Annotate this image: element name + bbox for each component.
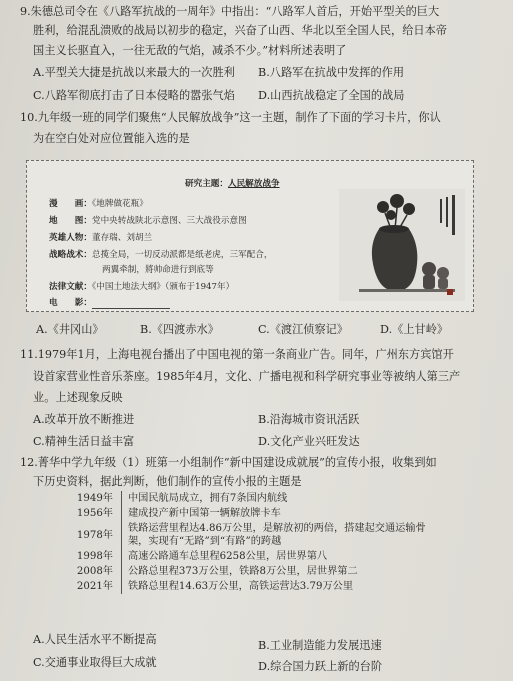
q12-option-d[interactable]: D.综合国力跃上新的台阶 xyxy=(258,660,383,673)
card-row-heroes: 英雄人物：董存瑞、刘胡兰 xyxy=(49,233,153,243)
q10-option-c[interactable]: C.《渡江侦察记》 xyxy=(258,323,349,336)
q9-stem-line-3: 国主义长驱直入，一往无敌的气焰，减杀不少。”材料所述表明了 xyxy=(33,44,347,57)
q11-stem-line-1: 11.1979年1月，上海电视台播出了中国电视的第一条商业广告。同年，广州东方宾馆开 xyxy=(20,348,454,361)
card-title: 研究主题：人民解放战争 xyxy=(185,179,280,189)
q10-stem-line-2: 为在空白处对应位置能入选的是 xyxy=(33,132,190,145)
card-row-strategy-cont: 两翼牵制，將帅命进行到底等 xyxy=(102,265,214,275)
study-card xyxy=(26,160,474,312)
q10-stem-line-1: 10.九年级一班的同学们聚焦“人民解放战争”这一主题，制作了下面的学习卡片，你认 xyxy=(20,111,441,124)
card-row-film: 电 影： xyxy=(49,297,170,309)
q11-option-c[interactable]: C.精神生活日益丰富 xyxy=(33,435,135,448)
q11-option-b[interactable]: B.沿海城市资讯活跃 xyxy=(258,413,360,426)
timeline-row: 2008年 公路总里程373万公里，铁路8万公里，居世界第二 xyxy=(70,564,433,579)
card-row-map: 地 图：党中央转战陕北示意图、三大战役示意图 xyxy=(49,216,247,226)
q9-stem-line-2: 胜利，给混乱溃败的战局以初步的稳定，兴奋了山西、华北以至全国人民，给日本帝 xyxy=(33,24,447,37)
q11-option-a[interactable]: A.改革开放不断推进 xyxy=(33,413,135,426)
film-blank xyxy=(92,299,170,309)
q12-stem-line-1: 12.菁华中学九年级（1）班第一小组制作“新中国建设成就展”的宣传小报，收集到如 xyxy=(20,456,437,469)
q10-option-a[interactable]: A.《井冈山》 xyxy=(36,323,104,336)
q11-stem-line-3: 业。上述现象反映 xyxy=(33,391,123,404)
q12-option-b[interactable]: B.工业制造能力发展迅速 xyxy=(258,639,382,652)
q9-option-a[interactable]: A.平型关大捷是抗战以来最大的一次胜利 xyxy=(33,66,235,79)
q10-option-b[interactable]: B.《四渡赤水》 xyxy=(140,323,219,336)
q9-option-b[interactable]: B.八路军在抗战中发挥的作用 xyxy=(258,66,405,79)
cartoon-vase-illustration xyxy=(339,189,465,301)
q12-stem-line-2: 下历史资料，据此判断，他们制作的宣传小报的主题是 xyxy=(33,475,302,488)
q12-option-a[interactable]: A.人民生活水平不断提高 xyxy=(33,633,157,646)
q9-option-d[interactable]: D.山西抗战稳定了全国的战局 xyxy=(258,89,405,102)
q9-option-c[interactable]: C.八路军彻底打击了日本侵略的嚣张气焰 xyxy=(33,89,235,102)
q11-option-d[interactable]: D.文化产业兴旺发达 xyxy=(258,435,360,448)
timeline-row: 1956年 建成投产新中国第一辆解放牌卡车 xyxy=(70,506,433,521)
timeline-row: 1978年 铁路运营里程达4.86万公里，是解放初的两倍，搭建起交通运输骨架，实现有“无路”到“有路”的跨越 xyxy=(70,521,433,549)
timeline-row: 1949年 中国民航局成立，拥有7条国内航线 xyxy=(70,491,433,506)
card-row-cartoon: 漫 画：《地牌做花瓶》 xyxy=(49,199,148,209)
timeline-row: 1998年 高速公路通车总里程6258公里，居世界第八 xyxy=(70,549,433,564)
q12-option-c[interactable]: C.交通事业取得巨大成就 xyxy=(33,656,157,669)
q10-option-d[interactable]: D.《上甘岭》 xyxy=(380,323,449,336)
q11-stem-line-2: 设首家营业性音乐茶座。1985年4月，文化、广播电视和科学研究事业等被纳人第三产 xyxy=(33,370,461,383)
card-row-strategy: 战略战术：总揽全局，一切反动派都是纸老虎，三军配合， xyxy=(49,250,273,260)
card-row-law: 法律文献：《中国土地法大纲》（颁布于1947年） xyxy=(49,282,235,292)
timeline-table xyxy=(70,491,433,594)
card-topic: 人民解放战争 xyxy=(227,179,280,189)
timeline-row: 2021年 铁路总里程14.63万公里，高铁运营达3.79万公里 xyxy=(70,579,433,594)
q9-stem-line-1: 9.朱德总司令在《八路军抗战的一周年》中指出：“八路军人首后，开始平型关的巨大 xyxy=(20,5,440,18)
